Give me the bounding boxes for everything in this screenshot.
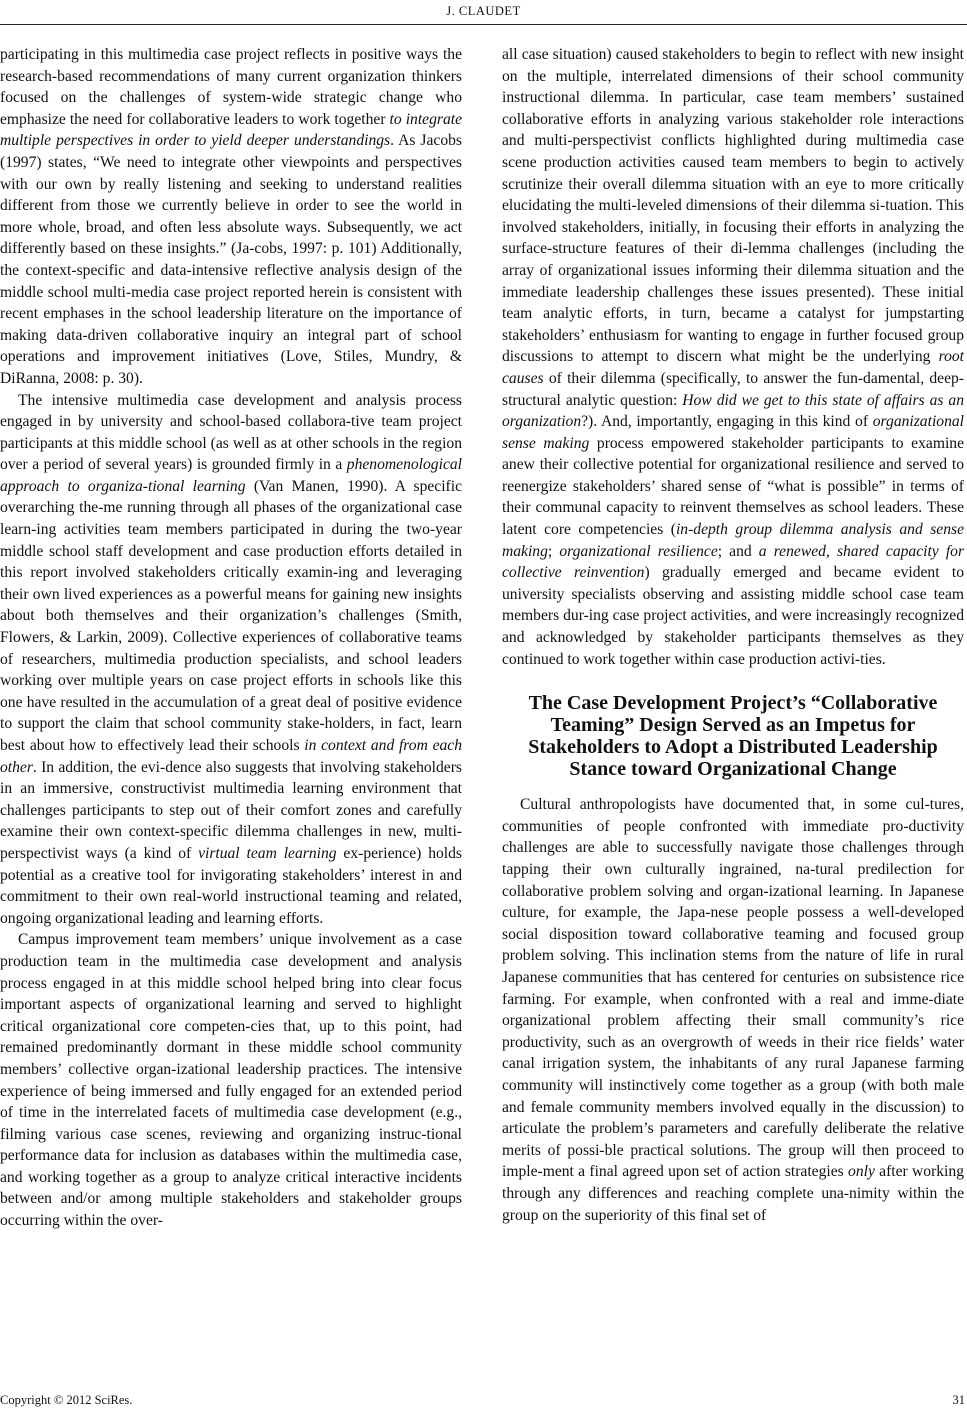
right-paragraph-1: all case situation) caused stakeholders to begin to reflect with new insight on the multiple, interrelated dimensions of their school community instructional dilemma. In particular, case team members’ sustained collaborative efforts in analyzing various stakeholder role interactions and multi-perspectivist conflicts highlighted during multimedia case scene production activities caused team members to begin to actively scrutinize their overall dilemma situation with an eye to more critically elucidating the multi-leveled dimensions of their dilemma si-tuation. This involved stakeholders, initially, in focusing their efforts in analyzing the surface-structure features of their di-lemma challenges (including the array of organizational issues informing their dilemma situation and the immediate leadership challenges these issues presented). These initial team analytic efforts, in turn, became a catalyst for jumpstarting stakeholders’ enthusiasm for wanting to engage in further focused group discussions to attempt to discern what might be the underlying root causes of their dilemma (specifically, to answer the fun-damental, deep-structural analytic question: How did we get to this state of affairs as an organization?). And, importantly, engaging in this kind of organizational sense making process empowered stakeholder participants to examine anew their collective potential for organizational resilience and served to reenergize stakeholders’ shared sense of “what is possible” in terms of their communal capacity to reinvent themselves as school leaders. These latent core competencies (in-depth group dilemma analysis and sense making; organizational resilience; and a renewed, shared capacity for collective reinvention) gradually emerged and became evident to university specialists observing and assisting middle school case team members dur-ing case project activities, and were increasingly recognized and acknowledged by stakeholder participants themselves as they continued to work together within case production activi-ties. — [502, 46, 965, 668]
italic-phrase: to integrate multiple perspectives in order to yield deeper understandings — [0, 110, 463, 150]
section-heading: The Case Development Project’s “Collaborative Teaming” Design Served as an Impetus for Stakeholders to Adopt a Distributed Leadership Stance toward Organizational Change — [528, 692, 938, 781]
left-column — [0, 44, 462, 1232]
copyright-notice: Copyright © 2012 SciRes. — [0, 1393, 133, 1407]
italic-phrase: only — [848, 1163, 875, 1181]
italic-phrase: in-depth group dilemma analysis and sense making — [502, 521, 964, 560]
italic-phrase: virtual team learning — [198, 844, 337, 862]
italic-phrase: How did we get to this state of affairs as an organization — [502, 391, 964, 431]
italic-phrase: phenomenological approach to organiza-tional learning — [0, 456, 462, 495]
page-number: 31 — [952, 1393, 965, 1407]
italic-phrase: a renewed — [758, 542, 826, 560]
left-paragraph-2: The intensive multimedia case development and analysis process engaged in by university and school-based collabora-tive team project participants at this middle school (as well as at other schools in the region over a period of several years) is grounded firmly in a phenomenological approach to organiza-tional learning (Van Manen, 1990). A specific overarching the-me running through all phases of the organizational case learn-ing activities team members participated in during the two-year middle school staff development and case production efforts detailed in this report involved stakeholders critically examin-ing and leveraging their own lived experiences as a powerful means for gaining new insights about both themselves and their organization’s challenges (Smith, Flowers, & Larkin, 2009). Collective experiences of collaborative teams of researchers, multimedia production specialists, and school leaders working over multiple years on case project efforts in schools like this one have resulted in the accumulation of a great deal of positive evidence to support the claim that school community stake-holders, in fact, learn best about how to effectively lead their schools in context and from each other. In addition, the evi-dence also suggests that involving stakeholders in an immersive, constructivist multimedia learning environment that challenges participants to step out of their comfort zones and carefully examine their own context-specific dilemma challenges in new, multi-perspectivist ways (a kind of virtual team learning ex-perience) holds potential as a creative tool for invigorating stakeholders’ interest in and commitment to their own real-world instructional teaming and related, ongoing organizational leading and learning efforts. — [0, 391, 462, 927]
italic-phrase: in context and from each other — [0, 737, 462, 776]
right-paragraph-2: Cultural anthropologists have documented that, in some cul-tures, communities of people confronted with immediate pro-ductivity challenges are able to successfully navigate those challenges through tapping their own culturally ingrained, na-tural predilection for collaborative problem solving and organ-izational learning. In Japanese culture, for example, the Japa-nese people possess a well-developed social disposition toward collaborative teaming and focused group problem solving. This inclination stems from the nature of life in rural Japanese communities that has centered for centuries on subsistence rice farming. For example, when confronted with a real and imme-diate organizational problem affecting their small community’s rice productivity, such as an overgrowth of weeds in their rice fields’ water canal irrigation system, the inhabitants of any rural Japanese farming community will instinctively come together as a group (with both male and female community members involved equally in the discussion) to articulate the problem’s parameters and carefully deliberate the relative merits of possi-ble practical solutions. The group will then proceed to imple-ment a final agreed upon set of action strategies only after working through any differences and reaching complete una-nimity within the group on the superiority of this final set of — [502, 796, 964, 1224]
italic-phrase: shared capacity for collective reinvention — [502, 542, 965, 582]
italic-phrase: organizational sense making — [502, 413, 964, 452]
right-column — [502, 44, 964, 1226]
left-paragraph-1: participating in this multimedia case project reflects in positive ways the research-based recommendations of many current organization thinkers focused on the challenges of system-wide strategic change who emphasize the need for collaborative leaders to work together to integrate multiple perspectives in order to yield deeper understandings. As Jacobs (1997) states, “We need to integrate other viewpoints and perspectives with our own by really listening and seeking to understand realities different from those we currently believe in order to see the world in more whole, broad, and often less absolute ways. Subsequently, we act differently based on these insights.” (Ja-cobs, 1997: p. 101) Additionally, the context-specific and data-intensive reflective analysis design of the middle school multi-media case project reported herein is consistent with recent emphases in the school leadership literature on the importance of making data-driven collaborative inquiry an integral part of school operations and improvement initiatives (Love, Stiles, Mundry, & DiRanna, 2008: p. 30). — [0, 46, 463, 387]
italic-phrase: root causes — [502, 348, 964, 387]
italic-phrase: organizational resilience — [559, 542, 718, 560]
running-head: J. CLAUDET — [446, 4, 521, 18]
header-rule — [0, 24, 967, 25]
left-paragraph-3: Campus improvement team members’ unique involvement as a case production team in the multimedia case development and analysis process engaged in at this middle school helped bring into clear focus important aspects of organizational learning and served to highlight critical organizational core competen-cies that, up to this point, had remained predominantly dormant in these middle school community members’ collective organ-izational leadership practices. The intensive experience of being immersed and fully engaged for an extended period of time in the interrelated facets of multimedia case development (e.g., filming various case scenes, reviewing and organizing instruc-tional performance data for inclusion as databases within the multimedia case, and working together as a group to analyze critical interactive incidents between and/or among multiple stakeholders and stakeholder groups occurring within the over- — [0, 931, 462, 1230]
